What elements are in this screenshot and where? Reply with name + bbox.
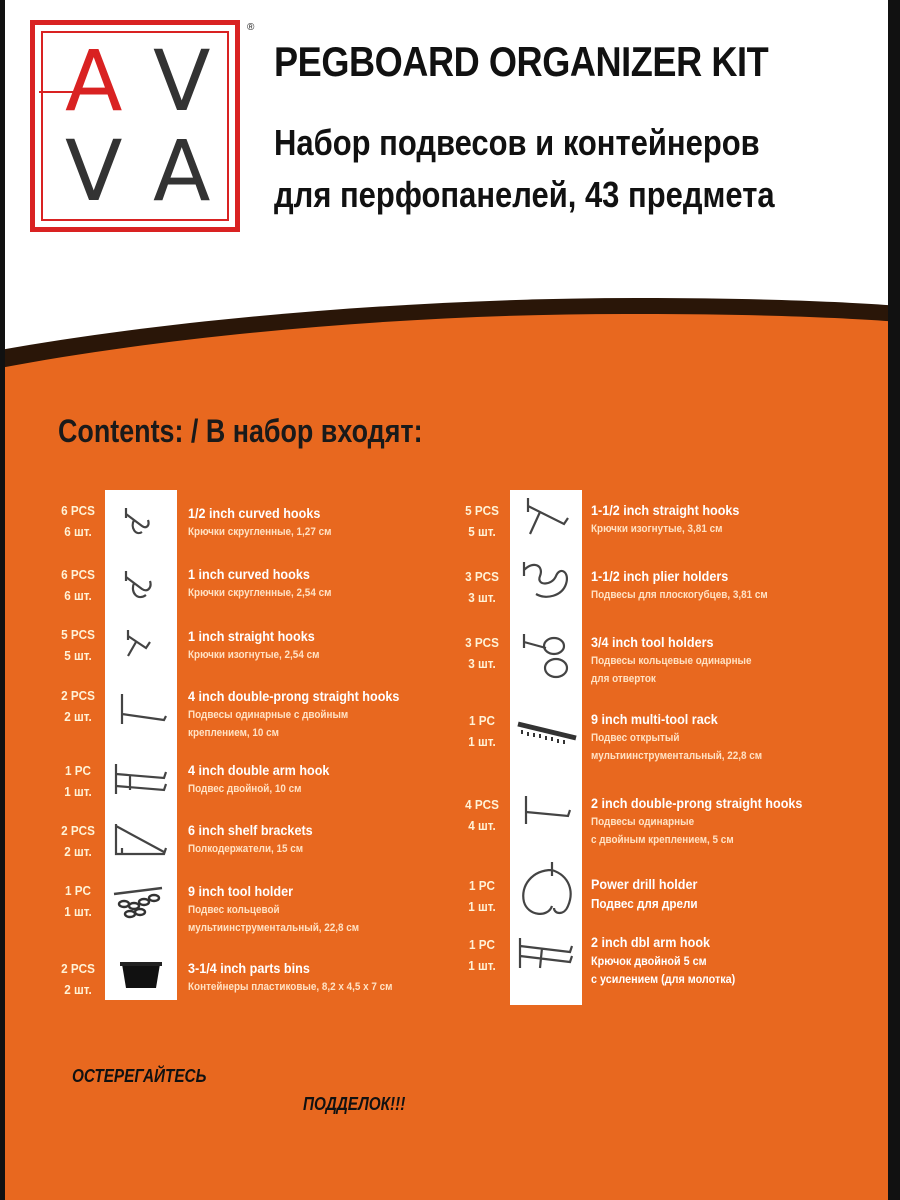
double-prong-hook-icon: [516, 790, 578, 830]
item-name: 4 inch double-prong straight hooks: [188, 688, 400, 704]
item-name-ru: для отверток: [591, 673, 656, 685]
item-name-ru: Подвесы кольцевые одинарные: [591, 655, 752, 667]
logo-letter: A: [65, 32, 123, 130]
item-name-ru: Контейнеры пластиковые, 8,2 х 4,5 х 7 см: [188, 981, 393, 993]
contents-heading: Contents: / В набор входят:: [58, 413, 423, 449]
double-prong-hook-icon: [112, 690, 170, 730]
qty-ru: 2 шт.: [64, 982, 92, 997]
item-name: 9 inch tool holder: [188, 883, 294, 899]
qty-en: 1 PC: [468, 878, 496, 893]
page-title: PEGBOARD ORGANIZER KIT: [274, 38, 769, 85]
item-name-ru: Подвес для дрели: [591, 896, 698, 911]
qty-ru: 1 шт.: [468, 734, 496, 749]
shelf-bracket-icon: [108, 818, 172, 860]
item-name: 4 inch double arm hook: [188, 762, 330, 778]
straight-hook-icon: [518, 494, 576, 542]
item-name-ru: Крючки скругленные, 2,54 см: [188, 587, 332, 599]
item-name: 3-1/4 inch parts bins: [188, 960, 310, 976]
qty-ru: 4 шт.: [468, 818, 496, 833]
qty-en: 2 PCS: [61, 688, 95, 703]
qty-ru: 5 шт.: [468, 524, 496, 539]
qty-en: 2 PCS: [61, 823, 95, 838]
multi-tool-rack-icon: [514, 714, 580, 748]
drill-holder-icon: [512, 856, 582, 926]
item-name-ru: Крючок двойной 5 см: [591, 954, 707, 968]
qty-en: 3 PCS: [465, 569, 499, 584]
qty-ru: 2 шт.: [64, 844, 92, 859]
logo-letter: V: [153, 32, 211, 130]
qty-ru: 1 шт.: [64, 784, 92, 799]
qty-en: 1 PC: [468, 713, 496, 728]
trademark-symbol: ®: [247, 22, 255, 33]
double-arm-hook-icon: [512, 932, 580, 974]
subtitle-line-1: Набор подвесов и контейнеров: [274, 122, 760, 163]
item-name-ru: Подвес открытый: [591, 732, 680, 744]
qty-ru: 5 шт.: [64, 648, 92, 663]
item-name: 9 inch multi-tool rack: [591, 711, 718, 727]
logo-letter: V: [65, 122, 123, 220]
qty-en: 4 PCS: [465, 797, 499, 812]
item-name-ru: Подвес двойной, 10 см: [188, 783, 302, 795]
item-name: 2 inch dbl arm hook: [591, 934, 711, 950]
brand-logo: [30, 20, 240, 232]
double-arm-hook-icon: [108, 760, 172, 800]
qty-en: 5 PCS: [465, 503, 499, 518]
qty-en: 1 PC: [64, 883, 92, 898]
item-name: 2 inch double-prong straight hooks: [591, 795, 803, 811]
logo-letter: A: [153, 122, 211, 220]
item-name-ru: креплением, 10 см: [188, 727, 280, 739]
item-name: 1-1/2 inch straight hooks: [591, 502, 740, 518]
item-name: 1-1/2 inch plier holders: [591, 568, 729, 584]
straight-hook-icon: [120, 626, 162, 666]
item-name-ru: Полкодержатели, 15 см: [188, 843, 304, 855]
qty-en: 1 PC: [468, 937, 496, 952]
qty-en: 3 PCS: [465, 635, 499, 650]
item-name-ru: Подвесы для плоскогубцев, 3,81 см: [591, 589, 768, 601]
parts-bin-icon: [118, 956, 164, 992]
qty-ru: 3 шт.: [468, 590, 496, 605]
item-name: 3/4 inch tool holders: [591, 634, 714, 650]
item-name-ru: мультиинструментальный, 22,8 см: [591, 750, 763, 762]
curved-hook-icon: [120, 502, 162, 542]
item-name-ru: Крючки изогнутые, 3,81 см: [591, 523, 723, 535]
qty-ru: 3 шт.: [468, 656, 496, 671]
qty-ru: 1 шт.: [468, 958, 496, 973]
item-name-ru: с усилением (для молотка): [591, 972, 736, 986]
item-name-ru: Крючки изогнутые, 2,54 см: [188, 649, 320, 661]
qty-ru: 1 шт.: [468, 899, 496, 914]
item-name: 6 inch shelf brackets: [188, 822, 313, 838]
qty-en: 2 PCS: [61, 961, 95, 976]
qty-en: 1 PC: [64, 763, 92, 778]
right-border: [888, 0, 900, 1200]
loop-tool-holder-icon: [516, 624, 578, 686]
counterfeit-warning-line-1: ОСТЕРЕГАЙТЕСЬ: [72, 1066, 207, 1086]
ring-tool-holder-icon: [110, 882, 170, 922]
item-name: 1 inch curved hooks: [188, 566, 310, 582]
qty-en: 6 PCS: [61, 503, 95, 518]
item-name-ru: с двойным креплением, 5 см: [591, 834, 734, 846]
qty-en: 6 PCS: [61, 567, 95, 582]
plier-holder-icon: [516, 556, 578, 610]
qty-ru: 6 шт.: [64, 588, 92, 603]
item-name-ru: Подвесы одинарные: [591, 816, 695, 828]
counterfeit-warning-line-2: ПОДДЕЛОК!!!: [303, 1094, 406, 1114]
item-name: Power drill holder: [591, 876, 698, 892]
left-border: [0, 0, 5, 1200]
item-name: 1 inch straight hooks: [188, 628, 315, 644]
qty-ru: 6 шт.: [64, 524, 92, 539]
subtitle-line-2: для перфопанелей, 43 предмета: [274, 174, 775, 215]
qty-ru: 1 шт.: [64, 904, 92, 919]
qty-en: 5 PCS: [61, 627, 95, 642]
item-name: 1/2 inch curved hooks: [188, 505, 321, 521]
qty-ru: 2 шт.: [64, 709, 92, 724]
item-name-ru: Крючки скругленные, 1,27 см: [188, 526, 332, 538]
item-name-ru: Подвесы одинарные с двойным: [188, 709, 349, 721]
item-name-ru: Подвес кольцевой: [188, 904, 280, 916]
curved-hook-icon: [120, 565, 162, 605]
item-name-ru: мультиинструментальный, 22,8 см: [188, 922, 360, 934]
